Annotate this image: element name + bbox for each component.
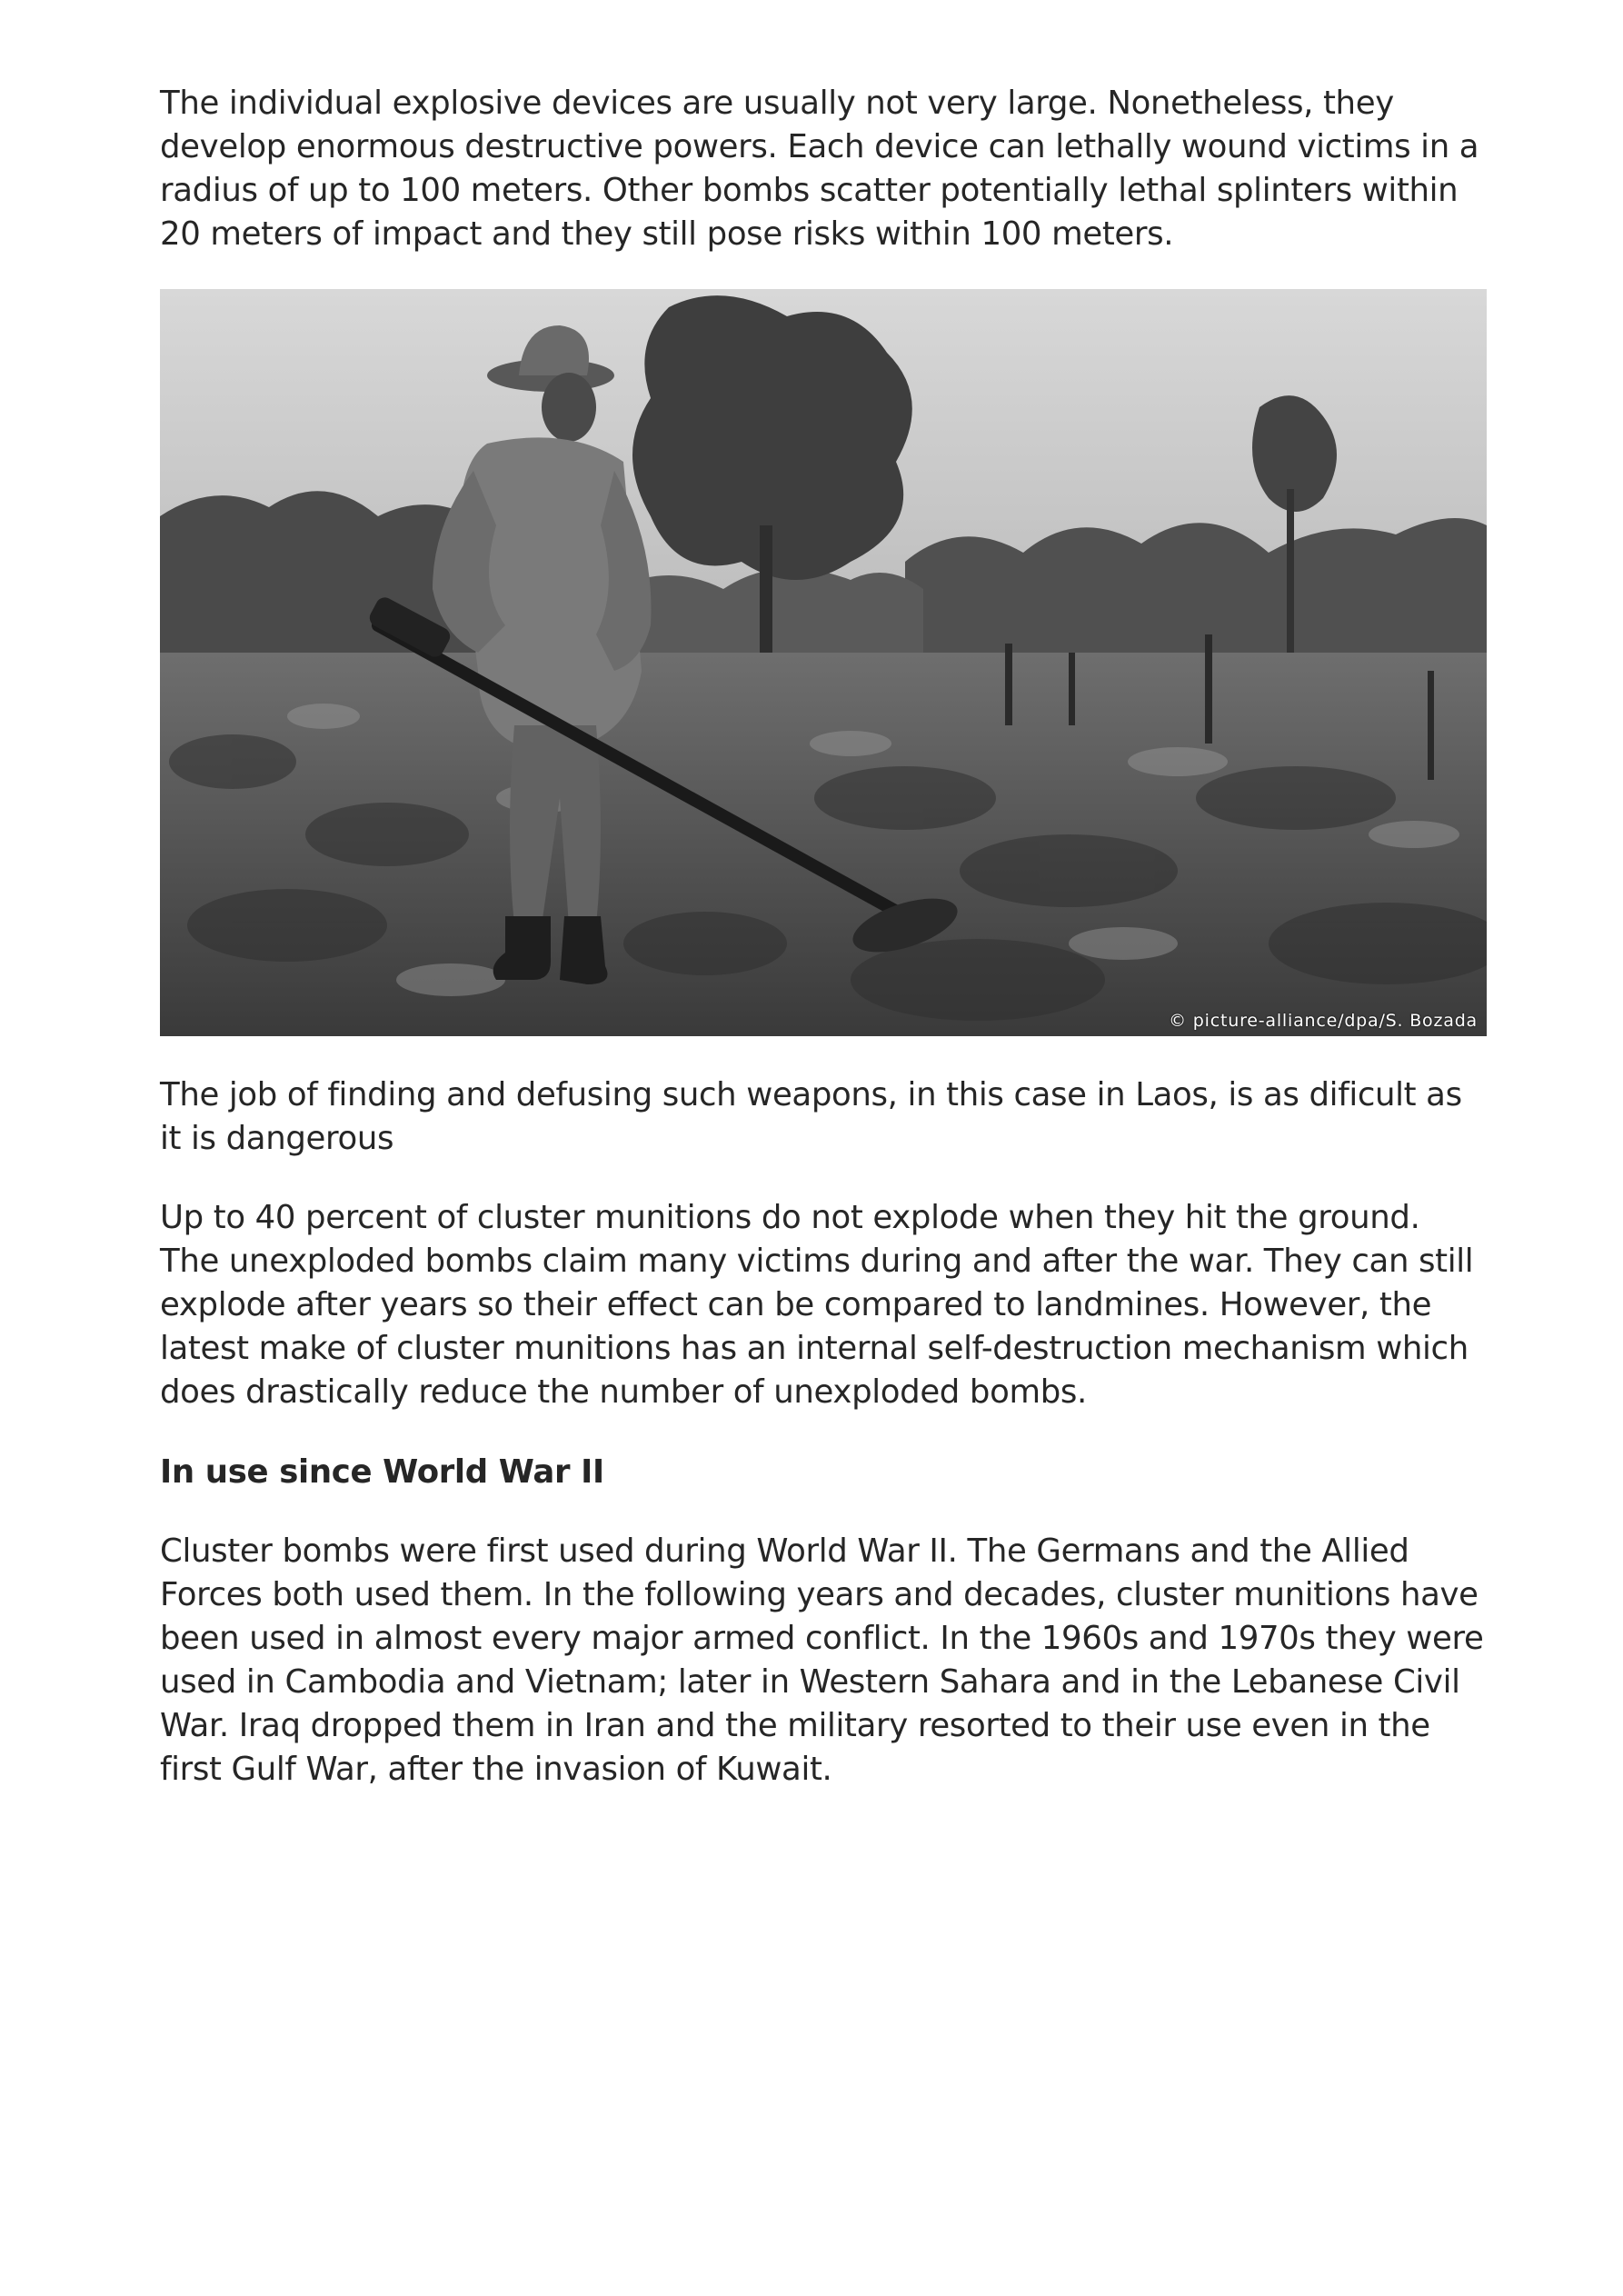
paragraph-1: The individual explosive devices are usually not very large. Nonetheless, they develop enormous destructive powers. Each device can lethally wound victims in a radius of up to 100 meters. Other bombs scatter potentially lethal splinters within 20 meters of impact and they still pose risks within 100 meters. <box>160 85 1479 253</box>
photo-caption: The job of finding and defusing such weapons, in this case in Laos, is as dificult as it is dangerous <box>160 1076 1462 1157</box>
section-heading: In use since World War II <box>160 1453 604 1491</box>
photo-deminer-laos <box>160 289 1487 1036</box>
photo-illustration <box>160 289 1487 1036</box>
paragraph-2: Up to 40 percent of cluster munitions do not explode when they hit the ground. The unexploded bombs claim many victims during and after the war. They can still explode after years so their effect can be compared to landmines. However, the latest make of cluster munitions has an internal self-destruction mechanism which does drastically reduce the number of unexploded bombs. <box>160 1199 1474 1411</box>
photo-credit: © picture-alliance/dpa/S. Bozada <box>1169 1011 1478 1031</box>
paragraph-3: Cluster bombs were first used during World War II. The Germans and the Allied Forces both used them. In the following years and decades, cluster munitions have been used in almost every major armed conflict. In the 1960s and 1970s they were used in Cambodia and Vietnam; later in Western Sahara and in the Lebanese Civil War. Iraq dropped them in Iran and the military resorted to their use even in the first Gulf War, after the invasion of Kuwait. <box>160 1532 1484 1788</box>
